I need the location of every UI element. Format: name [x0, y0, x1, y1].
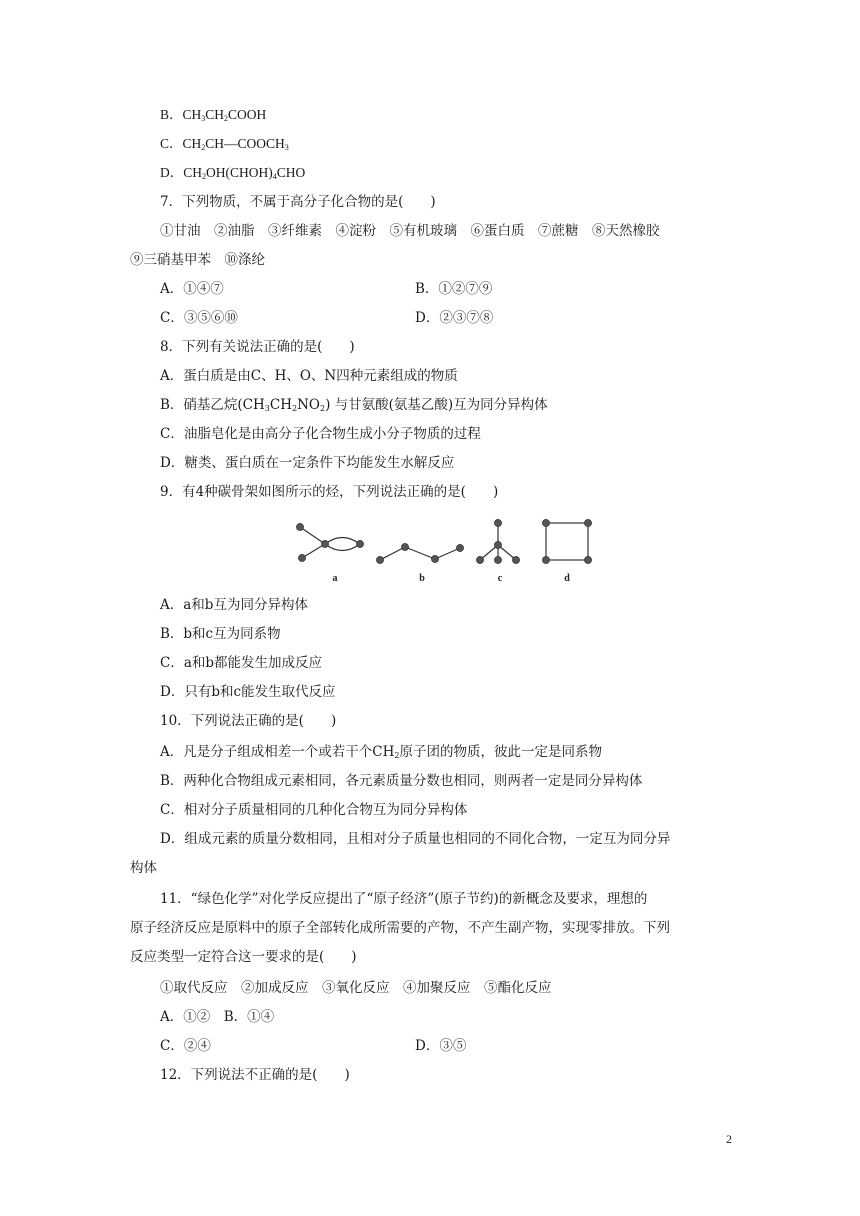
q10-option-a: A．凡是分子组成相差一个或若干个$CH_2$原子团的物质，彼此一定是同系物	[160, 744, 602, 760]
q8-option-a: A．蛋白质是由C、H、O、N四种元素组成的物质	[160, 368, 458, 384]
q10-option-b: B．两种化合物组成元素相同，各元素质量分数也相同，则两者一定是同分异构体	[160, 773, 643, 789]
q10-option-d-line2: 构体	[130, 860, 157, 876]
q11-stem-line1: 11．“绿色化学”对化学反应提出了“原子经济”(原子节约)的新概念及要求，理想的	[160, 891, 648, 907]
q11-option-ab: A．①② B．①④	[160, 1009, 275, 1025]
figure-label-b: b	[419, 573, 425, 584]
figure-label-a: a	[332, 573, 338, 584]
q7-option-a: A．①④⑦	[160, 281, 224, 297]
q11-stem-line3: 反应类型一定符合这一要求的是( )	[130, 949, 357, 965]
q12-stem: 12．下列说法不正确的是( )	[160, 1067, 350, 1083]
q7-option-c: C．③⑤⑥⑩	[160, 310, 238, 326]
q8-option-d: D．糖类、蛋白质在一定条件下均能发生水解反应	[160, 455, 455, 471]
q8-option-c: C．油脂皂化是由高分子化合物生成小分子物质的过程	[160, 426, 481, 442]
q9-option-c: C．a和b都能发生加成反应	[160, 655, 323, 671]
q10-stem: 10．下列说法正确的是( )	[160, 713, 337, 729]
q7-option-d: D．②③⑦⑧	[415, 310, 494, 326]
q7-items-line1: ①甘油 ②油脂 ③纤维素 ④淀粉 ⑤有机玻璃 ⑥蛋白质 ⑦蔗糖 ⑧天然橡胶	[160, 223, 660, 239]
q11-stem-line2: 原子经济反应是原料中的原子全部转化成所需要的产物，不产生副产物，实现零排放。下列	[130, 920, 670, 936]
figure-label-c: c	[497, 573, 503, 584]
figure-label-d: d	[564, 573, 570, 584]
q6-option-b: B．$CH_3CH_2COOH$	[160, 107, 267, 123]
q9-option-b: B．b和c互为同系物	[160, 626, 281, 642]
q8-stem: 8．下列有关说法正确的是( )	[160, 339, 355, 355]
carbon-skeleton-figure	[290, 515, 610, 585]
q11-option-d: D．③⑤	[415, 1038, 467, 1054]
q7-items-line2: ⑨三硝基甲苯 ⑩涤纶	[130, 252, 265, 268]
q9-option-d: D．只有b和c能发生取代反应	[160, 684, 336, 700]
q9-option-a: A．a和b互为同分异构体	[160, 597, 308, 613]
q7-option-b: B．①②⑦⑨	[415, 281, 493, 297]
q7-stem: 7．下列物质，不属于高分子化合物的是( )	[160, 194, 436, 210]
q10-option-d-line1: D．组成元素的质量分数相同，且相对分子质量也相同的不同化合物，一定互为同分异	[160, 831, 671, 847]
page-number: 2	[726, 1132, 732, 1146]
q8-option-b: B．硝基乙烷$(CH_3CH_2NO_2)$ 与甘氨酸(氨基乙酸)互为同分异构体	[160, 397, 548, 413]
q11-option-c: C．②④	[160, 1038, 211, 1054]
q9-stem: 9．有4种碳骨架如图所示的烃，下列说法正确的是( )	[160, 484, 499, 500]
q6-option-c: C．$CH_2CH—COOCH_3$	[160, 136, 289, 152]
q6-option-d: D．$CH_2OH(CHOH)_4CHO$	[160, 165, 306, 181]
q11-items: ①取代反应 ②加成反应 ③氧化反应 ④加聚反应 ⑤酯化反应	[160, 980, 552, 996]
q10-option-c: C．相对分子质量相同的几种化合物互为同分异构体	[160, 802, 468, 818]
